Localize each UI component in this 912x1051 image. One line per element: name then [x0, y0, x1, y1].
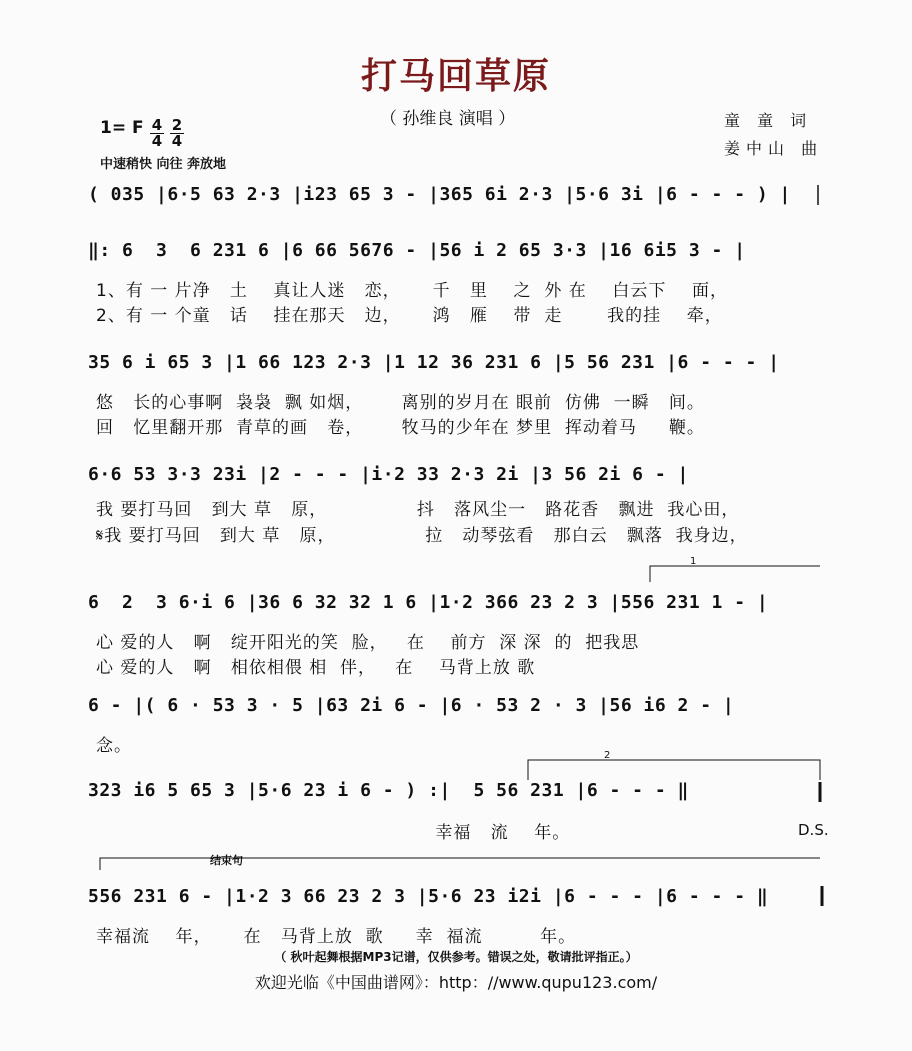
tempo-marking: 中速稍快 向往 奔放地	[100, 157, 227, 172]
notation-row-6: 6 - |( 6 · 53 3 · 5 |63 2i 6 - |6 · 53 2 · 3 |56 i6 2 - |	[88, 695, 735, 716]
notation-row-1: ( 035 |6·5 63 2·3 |i23 65 3 - |365 6i 2·3 |5·6 3i |6 - - - ) |	[88, 184, 791, 205]
time-top-2: 2	[171, 116, 183, 134]
composer-credit: 姜中山 曲	[724, 139, 824, 158]
notation-row-7: 323 i6 5 65 3 |5·6 23 i 6 - ) :| 5 56 231 |6 - - - ‖	[88, 780, 689, 801]
notation-row-8: 556 231 6 - |1·2 3 66 23 2 3 |5·6 23 i2i |6 - - - |6 - - - ‖	[88, 886, 769, 907]
dal-segno-mark: D.S.	[798, 821, 829, 839]
lyric-row-4-verse-1: 我 要打马回 到大 草 原， 抖 落风尘一 路花香 飘进 我心田，	[96, 500, 740, 520]
notation-row-3: 35 6 i 65 3 |1 66 123 2·3 |1 12 36 231 6 |5 56 231 |6 - - - |	[88, 352, 780, 373]
lyric-row-2-verse-1: 1、有 一 片净 土 真让人迷 恋， 千 里 之 外 在 白云下 面，	[96, 281, 728, 301]
volta-bracket-1	[650, 566, 820, 582]
lyric-row-8: 幸福流 年， 在 马背上放 歌 幸 福流 年。	[96, 927, 577, 947]
volta-2-label: 2	[604, 750, 611, 761]
time-top-1: 4	[151, 116, 163, 134]
key-signature: 1= F	[100, 118, 144, 138]
singer-credit: （ 孙维良 演唱 ）	[380, 109, 516, 129]
ending-bracket	[100, 858, 820, 870]
time-bottom-2: 4	[171, 132, 183, 150]
notation-row-2: ‖: 6 3 6 231 6 |6 66 5676 - |56 i 2 65 3·3 |16 6i5 3 - |	[88, 240, 746, 261]
ending-label: 结束句	[210, 854, 243, 867]
notation-row-4: 6·6 53 3·3 23i |2 - - - |i·2 33 2·3 2i |3 56 2i 6 - |	[88, 464, 689, 485]
lyric-row-6: 念。	[96, 736, 132, 756]
transcription-note: （ 秋叶起舞根据MP3记谱，仅供参考。错误之处，敬请批评指正。）	[274, 950, 638, 964]
lyric-row-7: 幸福 流 年。	[96, 823, 571, 843]
website-credit: 欢迎光临《中国曲谱网》：http：//www.qupu123.com/	[254, 973, 658, 992]
lyric-row-4-verse-2: 𝄋我 要打马回 到大 草 原， 拉 动琴弦看 那白云 飘落 我身边，	[96, 526, 748, 546]
lyric-row-5-verse-2: 心 爱的人 啊 相依相偎 相 伴， 在 马背上放 歌	[96, 658, 536, 678]
time-bottom-1: 4	[151, 132, 163, 150]
volta-bracket-2	[528, 760, 820, 780]
lyricist-credit: 童 童 词	[724, 111, 813, 130]
lyric-row-5-verse-1: 心 爱的人 啊 绽开阳光的笑 脸， 在 前方 深 深 的 把我思	[96, 633, 640, 653]
lyric-row-3-verse-1: 悠 长的心事啊 袅袅 飘 如烟， 离别的岁月在 眼前 仿佛 一瞬 间。	[96, 393, 705, 413]
song-title: 打马回草原	[360, 56, 551, 97]
volta-1-label: 1	[690, 556, 697, 567]
notation-row-5: 6 2 3 6·i 6 |36 6 32 32 1 6 |1·2 366 23 2 3 |556 231 1 - |	[88, 592, 769, 613]
lyric-row-3-verse-2: 回 忆里翻开那 青草的画 卷， 牧马的少年在 梦里 挥动着马 鞭。	[96, 418, 705, 438]
lyric-row-2-verse-2: 2、有 一 个童 话 挂在那天 边， 鸿 雁 带 走 我的挂 牵，	[96, 306, 723, 326]
